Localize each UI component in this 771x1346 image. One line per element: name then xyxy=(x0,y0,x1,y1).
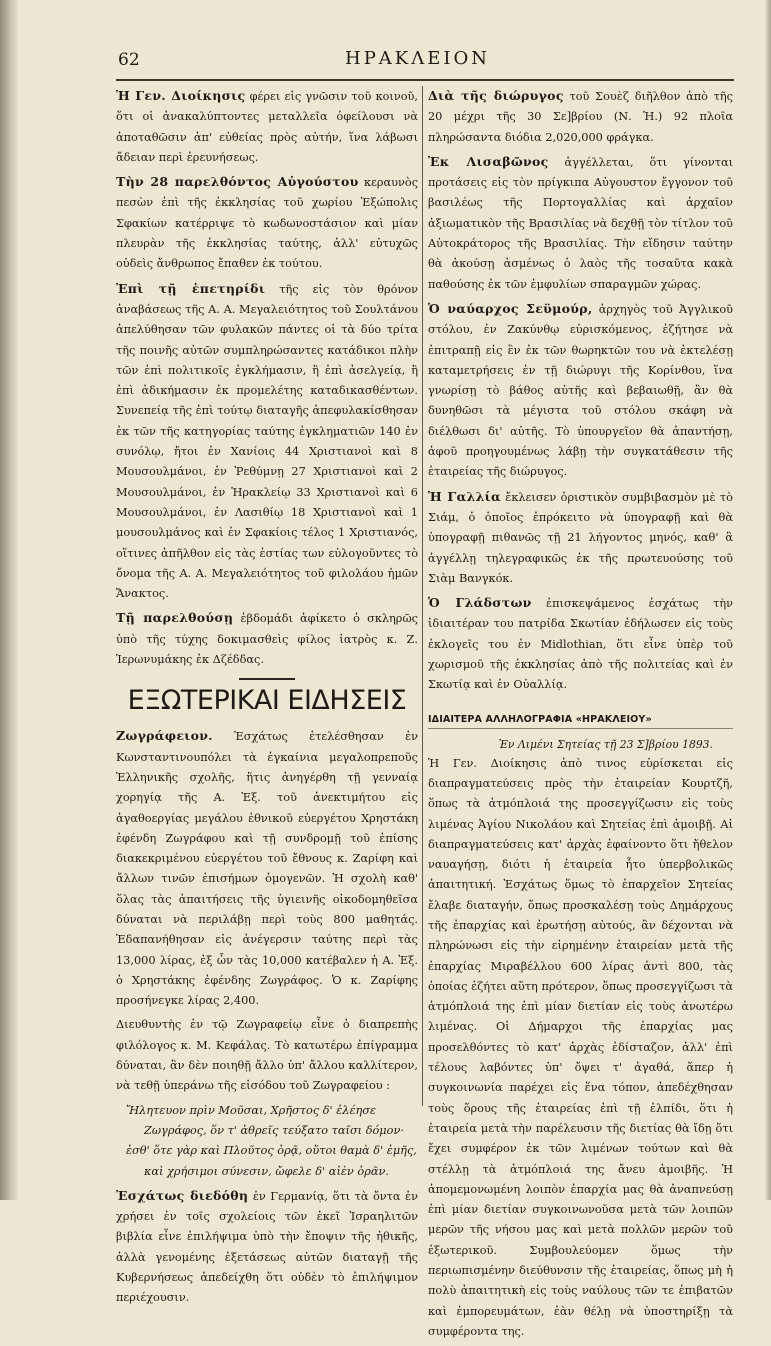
news-item xyxy=(428,487,733,589)
column-divider xyxy=(422,86,423,1106)
epigram xyxy=(116,1101,418,1182)
epigram-line: Ἤλητευον πρὶν Μοῦσαι, Χρῆστος δ' ἐλέησε xyxy=(126,1103,377,1117)
news-item xyxy=(116,172,418,274)
news-text: ἀγγέλλεται, ὅτι γίνονται προτάσεις εἰς τὸν πρίγκιπα Αὐγουστον ἔγγονον τοῦ βασιλέως τῆς Πορτογαλλίας καὶ ἀρχαῖον ἀξιωματικὸν τῆς Βρασιλίας νὰ δεχθῇ τὸν τίτλον τοῦ Αὐτοκράτορος τῆς Βρασιλίας. Τὴν εἴδησιν ταύτην θὰ ἀκούσῃ ἀσμένως ὁ λαὸς τῆς τοσαῦτα κακὰ παθούσης ἐκ τῶν ἐμφυλίων σπαραγμῶν χώρας. xyxy=(428,155,734,291)
news-item xyxy=(428,152,733,295)
correspondence-text: Ἡ Γεν. Διοίκησις ἀπὸ τινος εὑρίσκεται εἰς διαπραγματεύσεις πρὸς τὴν ἑταιρείαν Κουρτζῆ, ὅπως τὰ ἀτμόπλοιά της προσεγγίζωσιν εἰς τοὺς λιμένας Ἁγίου Νικολάου καὶ Σητείας ἐπὶ ἀμοιβῇ. Αἱ διαπραγματεύσεις κατ' ἀρχὰς ἐφαίνοντο ὅτι ἤθελον ναυαγήσῃ, διότι ἡ ἑταιρεία ἦτο ὑπερβολικῶς ἀπαιτητική. Ἐσχάτως ὅμως τὸ ἐπαρχεῖον Σητείας ἔλαβε διαταγήν, ὅπως προσκαλέσῃ τοὺς Δημάρχους τῆς ἐπαρχίας καὶ ἐρωτήσῃ αὐτούς, ἂν δέχονται νὰ πληρώνωσι εἰς τὴν εἰρημένην ἑταιρείαν μετὰ τῆς ἐπαρχίας Μιραβέλλου 600 λίρας ἀντὶ 800, τὰς ὁποίας ἐζήτει αὕτη πρότερον, ὅπως προσεγγίζωσι τὰ ἀτμόπλοιά της ἐπὶ μίαν διετίαν εἰς τοὺς ἀνωτέρω λιμένας. Οἱ Δήμαρχοι τῆς ἐπαρχίας μας προσελθόντες τὸ κατ' ἀρχὰς ἐδίσταζον, ἀλλ' ἐπὶ τέλους λαβόντες ὑπ' ὄψει τ' ἀγαθά, ἅπερ ἡ συγκοινωνία παρέχει εἰς ἕνα τόπον, ἀπεδέχθησαν τοὺς ὅρους τῆς ἑταιρείας ἐπὶ τῇ ἐλπίδι, ὅτι ἡ ἑταιρεία μετὰ τὴν παρέλευσιν τῆς διετίας θὰ ἴδῃ ὅτι ἔχει συμφέρον ἐκ τῶν λιμένων τούτων καὶ θὰ στέλλῃ τὰ ἀτμόπλοιά της ἄνευ ἀμοιβῆς. Ἡ ἀπομεμονωμένη λοιπὸν ἐπαρχία μας θὰ ἀναπνεύσῃ ἐπὶ μίαν διετίαν συγκοινωνοῦσα μετὰ τῶν λοιπῶν μερῶν τῆς νήσου μας καὶ μετὰ πολλῶν μερῶν τοῦ ἐξωτερικοῦ. Συμβουλεύομεν ὅμως τὴν περιωπισμένην διεύθυνσιν τῆς ἑταιρείας, ὅπως μὴ ἡ πολὺ ἀπαιτητικὴ εἰς τοὺς ναύλους τῶν τε ἐπιβατῶν καὶ ἐμπορευμάτων, ἐὰν θέλῃ νὰ ὑποστηρίξῃ τὰ συμφέροντα της. xyxy=(428,756,733,1338)
right-column xyxy=(428,86,733,1346)
news-text: τοῦ Σουὲζ διῆλθον ἀπὸ τῆς 20 μέχρι τῆς 30 Σε]βρίου (Ν. Ἡ.) 92 πλοῖα πληρώσαντα διόδια 2,020,000 φράγκα. xyxy=(428,90,733,144)
page-header xyxy=(0,46,771,76)
epigram-line: ἐσθ' ὅτε γὰρ καὶ Πλοῦτος ὁρᾷ, οὔτοι θαμὰ δ' ἐμῆς, xyxy=(126,1144,417,1158)
news-lead: Ἐπὶ τῇ ἐπετηρίδι xyxy=(116,280,266,296)
news-lead: Ἐκ Λισαβῶνος xyxy=(428,153,549,169)
news-item xyxy=(116,86,418,168)
news-item xyxy=(116,1186,418,1309)
news-text: τῆς εἰς τὸν θρόνον ἀναβάσεως τῆς Α. Α. Μεγαλειότητος τοῦ Σουλτάνου ἀπελύθησαν τῶν φυλακῶν πάντες οἱ τὰ δύο τρίτα τῆς ποινῆς αὐτῶν συμπληρώσαντες κατάδικοι πλὴν τῶν ἐπὶ πολιτικοῖς ἐγκλήμασιν, ἢ ἐπὶ ἀσελγείᾳ, ἢ ἐπὶ ἀδικήμασιν ἐκ προμελέτης καταδικασθέντων. Συνεπείᾳ τῆς ἐπὶ τούτῳ διαταγῆς ἀπεφυλακίσθησαν ἐκ τῶν τῆς κατηγορίας ταύτης ἐγκληματιῶν 140 ἐν συνόλῳ, ἤτοι ἐν Χανίοις 44 Χριστιανοὶ καὶ 8 Μουσουλμάνοι, ἐν Ῥεθύμνῃ 27 Χριστιανοὶ καὶ 2 Μουσουλμάνοι, ἐν Ἡρακλείῳ 33 Χριστιανοὶ καὶ 6 Μουσουλμάνοι, ἐν Λασιθίῳ 18 Χριστιανοὶ καὶ 1 μουσουλμάνος καὶ ἐν Σφακίοις τέλος 1 Χριστιανός, οἵτινες ἀπῆλθον εἰς τὰς ἑστίας των εὐλογοῦντες τὸ ὄνομα τῆς Α. Α. Μεγαλειότητος τοῦ φιλολάου ἡμῶν Ἄνακτος. xyxy=(116,282,418,601)
page-binding-edge xyxy=(0,0,18,1200)
news-text: κεραυνὸς πεσὼν ἐπὶ τῆς ἐκκλησίας τοῦ χωρίου Ἐξώπολις Σφακίων κατέρριψε τὸ κωδωνοστάσιον καὶ μίαν πλευρὰν τῆς ἐκκλησίας ταύτης, ἀλλ' εὐτυχῶς οὐδεὶς ἄνθρωπος ἔπαθεν ἐκ τούτου. xyxy=(116,176,419,271)
news-lead: Ἐσχάτως διεδόθη xyxy=(116,1187,249,1203)
news-text: ἔκλεισεν ὁριστικὸν συμβιβασμὸν μὲ τὸ Σιάμ, ὁ ὁποῖος ἐπρόκειτο νὰ ὑπογραφῇ καὶ θὰ ὑπογραφῇ πιθανῶς τῇ 21 λήγοντος μηνός, καθ' ἃ ἀγγέλλῃ τηλεγραφικῶς ἐκ τῆς πρωτευούσης τοῦ Σιὰμ Βανγκόκ. xyxy=(428,490,733,585)
news-lead: Τὴν 28 παρελθόντος Αὐγούστου xyxy=(116,174,359,190)
epigram-line: Ζωγράφος, ὅν τ' ἀθρεῖς τεύξατο ταῖσι δόμον· xyxy=(144,1123,404,1137)
page-number: 62 xyxy=(118,50,140,70)
news-text: ἀρχηγὸς τοῦ Ἀγγλικοῦ στόλου, ἐν Ζακύνθῳ εὑρισκόμενος, ἐζήτησε νὰ ἐπιτραπῇ εἰς ἓν ἐκ τῶν θωρηκτῶν του νὰ ἐκτελέσῃ καταμετρήσεις ἐν τῇ διώρυγι τῆς Κορίνθου, ἵνα γνωρίσῃ τὸ βάθος αὐτῆς καὶ βεβαιωθῇ, ἂν θὰ δυνηθῶσι τὰ μέγιστα τοῦ στόλου σκάφη νὰ διέλθωσι δι' αὐτῆς. Τὸ ὑπουργεῖον θὰ ἀπαντήσῃ, ἀφοῦ προηγουμένως λάβῃ τὴν συγκατάθεσιν τῆς ἑταιρείας τῆς διώρυγος. xyxy=(428,302,733,479)
header-rule xyxy=(116,79,734,81)
news-item xyxy=(428,86,733,148)
running-title: ΗΡΑΚΛΕΙΟΝ xyxy=(345,48,491,69)
news-lead: Ζωγράφειον. xyxy=(116,728,213,744)
news-text: ἐν Γερμανίᾳ, ὅτι τὰ ὄντα ἐν χρήσει ἐν τοῖς σχολείοις τῶν ἐκεῖ Ἰσραηλιτῶν βιβλία εἶνε ἐπιλήψιμα ὑπὸ τὴν ἔποψιν τῆς ἠθικῆς, ἀλλὰ γενομένης ἐξετάσεως αὐτῶν διαταγῇ τῆς Κυβερνήσεως ἀπεδείχθη ὅτι οὐδὲν τὸ ἐπιλήψιμον περιέχουσιν. xyxy=(116,1189,418,1305)
correspondence-dateline: Ἐν Λιμένι Σητείας τῇ 23 Σ]βρίου 1893. xyxy=(498,737,713,751)
news-item xyxy=(116,726,418,1011)
section-title-foreign-news: ΕΞΩΤΕΡΙΚΑΙ ΕΙΔΗΣΕΙΣ xyxy=(127,685,407,717)
news-lead: Ἡ Γεν. Διοίκησις xyxy=(116,88,246,103)
left-column xyxy=(116,86,418,1313)
news-lead: Διὰ τῆς διώρυγος xyxy=(428,88,564,103)
news-lead: Ἡ Γαλλία xyxy=(428,488,501,504)
news-text: ἐπισκεψάμενος ἐσχάτως τὴν ἰδιαιτέραν του πατρίδα Σκωτίαν ἐδήλωσεν εἰς τοὺς ἐκλογεῖς του ἐν Midlothian, ὅτι εἶνε ὑπὲρ τοῦ χωρισμοῦ τῆς ἐκκλησίας ἀπὸ τῆς πολιτείας καὶ ἐν Σκωτίᾳ καὶ ἐν Οὐαλλίᾳ. xyxy=(428,597,733,692)
news-lead: Ὁ Γλάδστων xyxy=(428,595,532,611)
epigram-line: καὶ χρήσιμοι σύνεσιν, ὤφελε δ' αἰὲν ὁρᾶν. xyxy=(144,1164,389,1178)
news-item xyxy=(116,1015,418,1096)
news-item xyxy=(116,608,418,670)
news-text: Ἐσχάτως ἐτελέσθησαν ἐν Κωνσταντινουπόλει τὰ ἐγκαίνια μεγαλοπρεποῦς Ἑλληνικῆς σχολῆς, ἥτις ἀνηγέρθη τῇ γενναίᾳ χορηγίᾳ τῆς Α. Ἐξ. τοῦ ἀνεκτιμήτου εἰς ἀγαθοεργίας μεγάλου ἐθνικοῦ εὐεργέτου Χρηστάκη ἐφένδη Ζωγράφου καὶ τῇ συνδρομῇ τοῦ ἐπίσης διακεκριμένου εὐεργέτου τοῦ ἔθνους κ. Ζαρίφη καὶ ἄλλων τινῶν ἐπισήμων ὁμογενῶν. Ἡ σχολὴ καθ' ὅλας τὰς ἀπαιτήσεις τῆς ὑγιεινῆς οἰκοδομηθεῖσα δύναται νὰ περιλάβῃ περὶ τοὺς 800 μαθητάς. Ἐδαπανήθησαν εἰς ἀνέγερσιν ταύτης περὶ τὰς 13,000 λίρας, ἐξ ὧν τὰς 10,000 κατέβαλεν ἡ Α. Ἐξ. ὁ Χρηστάκης ἐφένδης Ζωγράφος. Ὁ κ. Ζαρίφης προσήνεγκε λίρας 2,400. xyxy=(116,730,419,1008)
news-text: Διευθυντὴς ἐν τῷ Ζωγραφείῳ εἶνε ὁ διαπρεπὴς φιλόλογος κ. Μ. Κεφάλας. Τὸ κατωτέρω ἐπίγραμμα δύναται, ἂν δὲν ποιηθῇ ἄλλο ὑπ' ἄλλου καλλίτερον, νὰ τεθῇ ὑπεράνω τῆς εἰσόδου τοῦ Ζωγραφείου : xyxy=(116,1018,418,1093)
correspondence-title: ΙΔΙΑΙΤΕΡΑ ΑΛΛΗΛΟΓΡΑΦΙΑ «ΗΡΑΚΛΕΙΟΥ» xyxy=(428,713,652,725)
news-item xyxy=(428,299,733,483)
page-right-edge xyxy=(765,0,771,1200)
news-text: φέρει εἰς γνῶσιν τοῦ κοινοῦ, ὅτι οἱ ἀνακαλύπτοντες μεταλλεῖα ὀφείλουσι νὰ ἀποταθῶσιν ἀπ' εὐθείας πρὸς αὐτήν, ἵνα λάβωσι ἄδειαν περὶ ἐρευνήσεως. xyxy=(116,90,418,164)
news-lead: Τῇ παρελθούσῃ xyxy=(116,610,234,626)
news-item xyxy=(116,279,418,605)
news-item xyxy=(428,593,733,695)
news-lead: Ὁ ναύαρχος Σεϋμούρ, xyxy=(428,300,593,316)
section-rule xyxy=(239,678,295,680)
correspondence-rule xyxy=(428,728,733,729)
news-text: ἑβδομάδι ἀφίκετο ὁ σκληρῶς ὑπὸ τῆς τύχης δοκιμασθεὶς φίλος ἰατρὸς κ. Ζ. Ἱερωνυμάκης ἐκ Δζέδδας. xyxy=(116,612,418,667)
